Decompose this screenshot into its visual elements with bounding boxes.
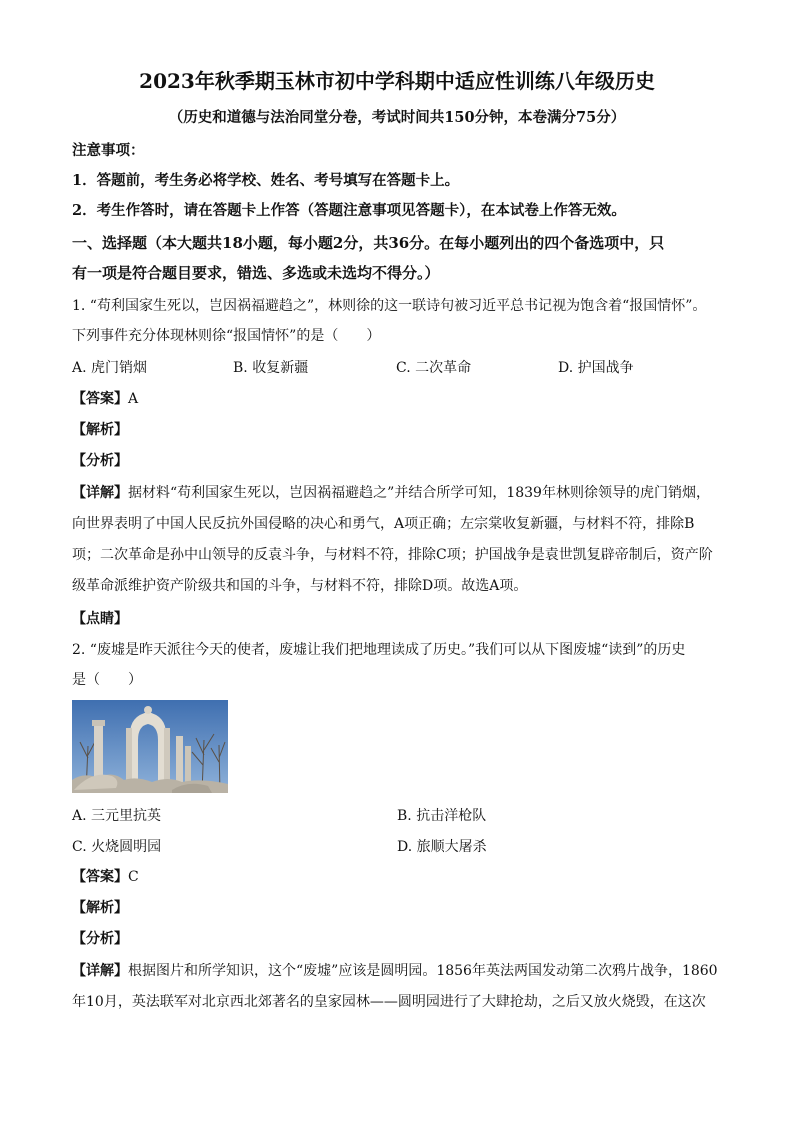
- q1-detail-line-2: 向世界表明了中国人民反抗外国侵略的决心和勇气，A项正确；左宗棠收复新疆，与材料不符，排除B: [72, 516, 695, 532]
- q2-fenxi-tag: 【分析】: [72, 931, 128, 947]
- q1-fenxi-tag: 【分析】: [72, 453, 128, 469]
- q1-detail-line-1: [72, 483, 722, 503]
- ruins-photo: [72, 700, 228, 793]
- notice-item-1: 1．答题前，考生务必将学校、姓名、考号填写在答题卡上。: [72, 172, 460, 189]
- q2-option-c: C. 火烧圆明园: [72, 839, 162, 855]
- q1-stem-line-2: 下列事件充分体现林则徐“报国情怀”的是（ ）: [72, 328, 381, 344]
- q2-detail-text-1: 根据图片和所学知识，这个“废墟”应该是圆明园。1856年英法两国发动第二次鸦片战争，1860: [128, 963, 718, 979]
- q1-detail-tag: 【详解】: [72, 485, 128, 501]
- q2-detail-tag: 【详解】: [72, 963, 128, 979]
- q1-detail-line-4: 级革命派维护资产阶级共和国的斗争，与材料不符，排除D项。故选A项。: [72, 578, 528, 594]
- q2-detail-line-2: 年10月，英法联军对北京西北郊著名的皇家园林——圆明园进行了大肆抢劫，之后又放火烧毁，在这次: [72, 994, 706, 1010]
- q2-option-b: B. 抗击洋枪队: [397, 808, 487, 824]
- q2-answer-tag: 【答案】: [72, 869, 128, 885]
- q2-stem-line-1: 2. “废墟是昨天派往今天的使者，废墟让我们把地理读成了历史。”我们可以从下图废墟“读到”的历史: [72, 642, 686, 658]
- q1-option-b: B. 收复新疆: [233, 360, 309, 376]
- q2-option-a: A. 三元里抗英: [72, 808, 162, 824]
- q1-option-a: A. 虎门销烟: [72, 360, 148, 376]
- section-heading-line-2: 有一项是符合题目要求，错选、多选或未选均不得分。）: [72, 264, 440, 282]
- q1-answer: [72, 389, 722, 409]
- q2-answer-value: C: [128, 869, 139, 885]
- q2-answer: [72, 867, 722, 887]
- q1-answer-tag: 【答案】: [72, 391, 128, 407]
- q2-option-d: D. 旅顺大屠杀: [397, 839, 487, 855]
- q1-option-c: C. 二次革命: [396, 360, 472, 376]
- q1-detail-line-3: 项；二次革命是孙中山领导的反袁斗争，与材料不符，排除C项；护国战争是袁世凯复辟帝制后，资产阶: [72, 547, 713, 563]
- q1-dianjing-tag: 【点睛】: [72, 611, 128, 627]
- page-title: 2023年秋季期玉林市初中学科期中适应性训练八年级历史: [139, 69, 655, 93]
- q2-detail-line-1: [72, 961, 722, 981]
- q1-option-d: D. 护国战争: [558, 360, 634, 376]
- q2-jiexi-tag: 【解析】: [72, 900, 128, 916]
- q1-stem-line-1: 1. “苟利国家生死以，岂因祸福避趋之”，林则徐的这一联诗句被习近平总书记视为饱含着“报国情怀”。: [72, 298, 707, 314]
- notice-item-2: 2．考生作答时，请在答题卡上作答（答题注意事项见答题卡），在本试卷上作答无效。: [72, 202, 626, 219]
- page-subtitle: （历史和道德与法治同堂分卷，考试时间共150分钟，本卷满分75分）: [168, 109, 626, 126]
- section-heading-line-1: 一、选择题（本大题共18小题，每小题2分，共36分。在每小题列出的四个备选项中，只: [72, 234, 665, 252]
- q2-stem-line-2: 是（ ）: [72, 672, 142, 688]
- yuanmingyuan-ruins-image: [72, 700, 228, 793]
- q1-answer-value: A: [128, 391, 139, 407]
- q1-detail-text-1: 据材料“苟利国家生死以，岂因祸福避趋之”并结合所学可知，1839年林则徐领导的虎门销烟，: [128, 485, 710, 501]
- notice-heading: 注意事项：: [72, 142, 145, 159]
- q1-jiexi-tag: 【解析】: [72, 422, 128, 438]
